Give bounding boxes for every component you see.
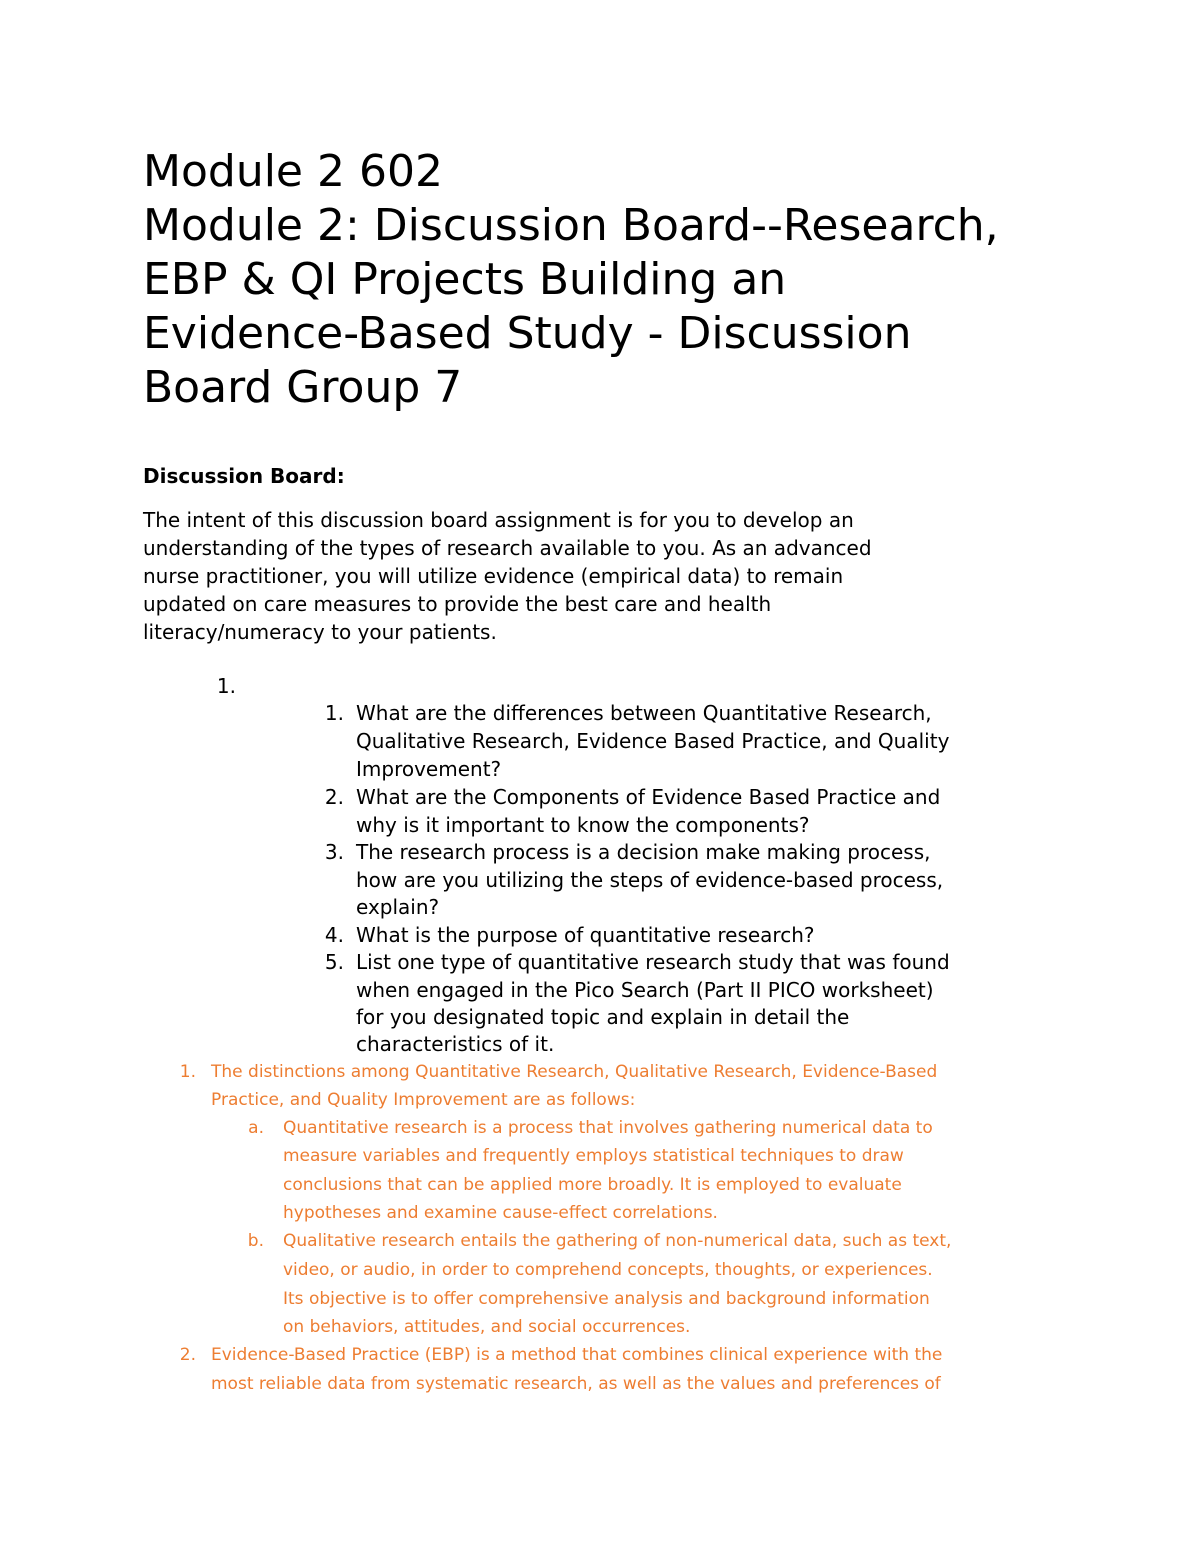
question-line: What are the differences between Quantitative Research, — [356, 701, 932, 725]
answer-subitem-line: Qualitative research entails the gathering of non-numerical data, such as text, — [283, 1231, 952, 1251]
title-line: Module 2 602 — [143, 146, 443, 197]
answer-subitem-marker: a. — [248, 1118, 264, 1138]
question-line: why is it important to know the components? — [356, 813, 810, 837]
question-marker: 2. — [324, 785, 344, 809]
answer-subitem-line: hypotheses and examine cause-effect correlations. — [283, 1203, 718, 1223]
question-line: Improvement? — [356, 757, 502, 781]
question-marker: 5. — [324, 950, 344, 974]
title-line: Module 2: Discussion Board--Research, — [143, 200, 999, 251]
question-marker: 4. — [324, 923, 344, 947]
answer-line: Practice, and Quality Improvement are as follows: — [211, 1090, 636, 1110]
section-heading: Discussion Board: — [143, 464, 345, 488]
question-marker: 1. — [324, 701, 344, 725]
answer-line: Evidence-Based Practice (EBP) is a method that combines clinical experience with the — [211, 1345, 943, 1365]
question-marker: 3. — [324, 840, 344, 864]
answer-marker: 2. — [179, 1345, 196, 1365]
intro-line: The intent of this discussion board assignment is for you to develop an — [143, 508, 854, 532]
intro-line: understanding of the types of research available to you. As an advanced — [143, 536, 872, 560]
question-line: What is the purpose of quantitative research? — [356, 923, 815, 947]
question-line: how are you utilizing the steps of evidence-based process, — [356, 868, 944, 892]
title-line: EBP & QI Projects Building an — [143, 254, 787, 305]
answer-subitem-line: on behaviors, attitudes, and social occurrences. — [283, 1317, 691, 1337]
question-line: for you designated topic and explain in detail the — [356, 1005, 850, 1029]
question-line: explain? — [356, 895, 440, 919]
answer-subitem-line: Its objective is to offer comprehensive analysis and background information — [283, 1289, 930, 1309]
answer-line: The distinctions among Quantitative Research, Qualitative Research, Evidence-Based — [211, 1062, 938, 1082]
answer-subitem-line: Quantitative research is a process that involves gathering numerical data to — [283, 1118, 933, 1138]
intro-line: literacy/numeracy to your patients. — [143, 620, 497, 644]
answer-subitem-line: video, or audio, in order to comprehend concepts, thoughts, or experiences. — [283, 1260, 933, 1280]
question-line: Qualitative Research, Evidence Based Practice, and Quality — [356, 729, 950, 753]
question-line: List one type of quantitative research study that was found — [356, 950, 950, 974]
answer-subitem-line: conclusions that can be applied more broadly. It is employed to evaluate — [283, 1175, 902, 1195]
outer-list-marker: 1. — [216, 674, 236, 698]
question-line: The research process is a decision make making process, — [356, 840, 931, 864]
question-line: when engaged in the Pico Search (Part II PICO worksheet) — [356, 978, 934, 1002]
intro-line: updated on care measures to provide the best care and health — [143, 592, 772, 616]
answer-marker: 1. — [179, 1062, 196, 1082]
question-line: characteristics of it. — [356, 1032, 555, 1056]
title-line: Evidence-Based Study - Discussion — [143, 308, 912, 359]
intro-line: nurse practitioner, you will utilize evidence (empirical data) to remain — [143, 564, 844, 588]
answer-subitem-line: measure variables and frequently employs statistical techniques to draw — [283, 1146, 904, 1166]
answer-subitem-marker: b. — [247, 1231, 264, 1251]
title-line: Board Group 7 — [143, 362, 463, 413]
answer-line: most reliable data from systematic research, as well as the values and preferences of — [211, 1374, 941, 1394]
question-line: What are the Components of Evidence Based Practice and — [356, 785, 941, 809]
